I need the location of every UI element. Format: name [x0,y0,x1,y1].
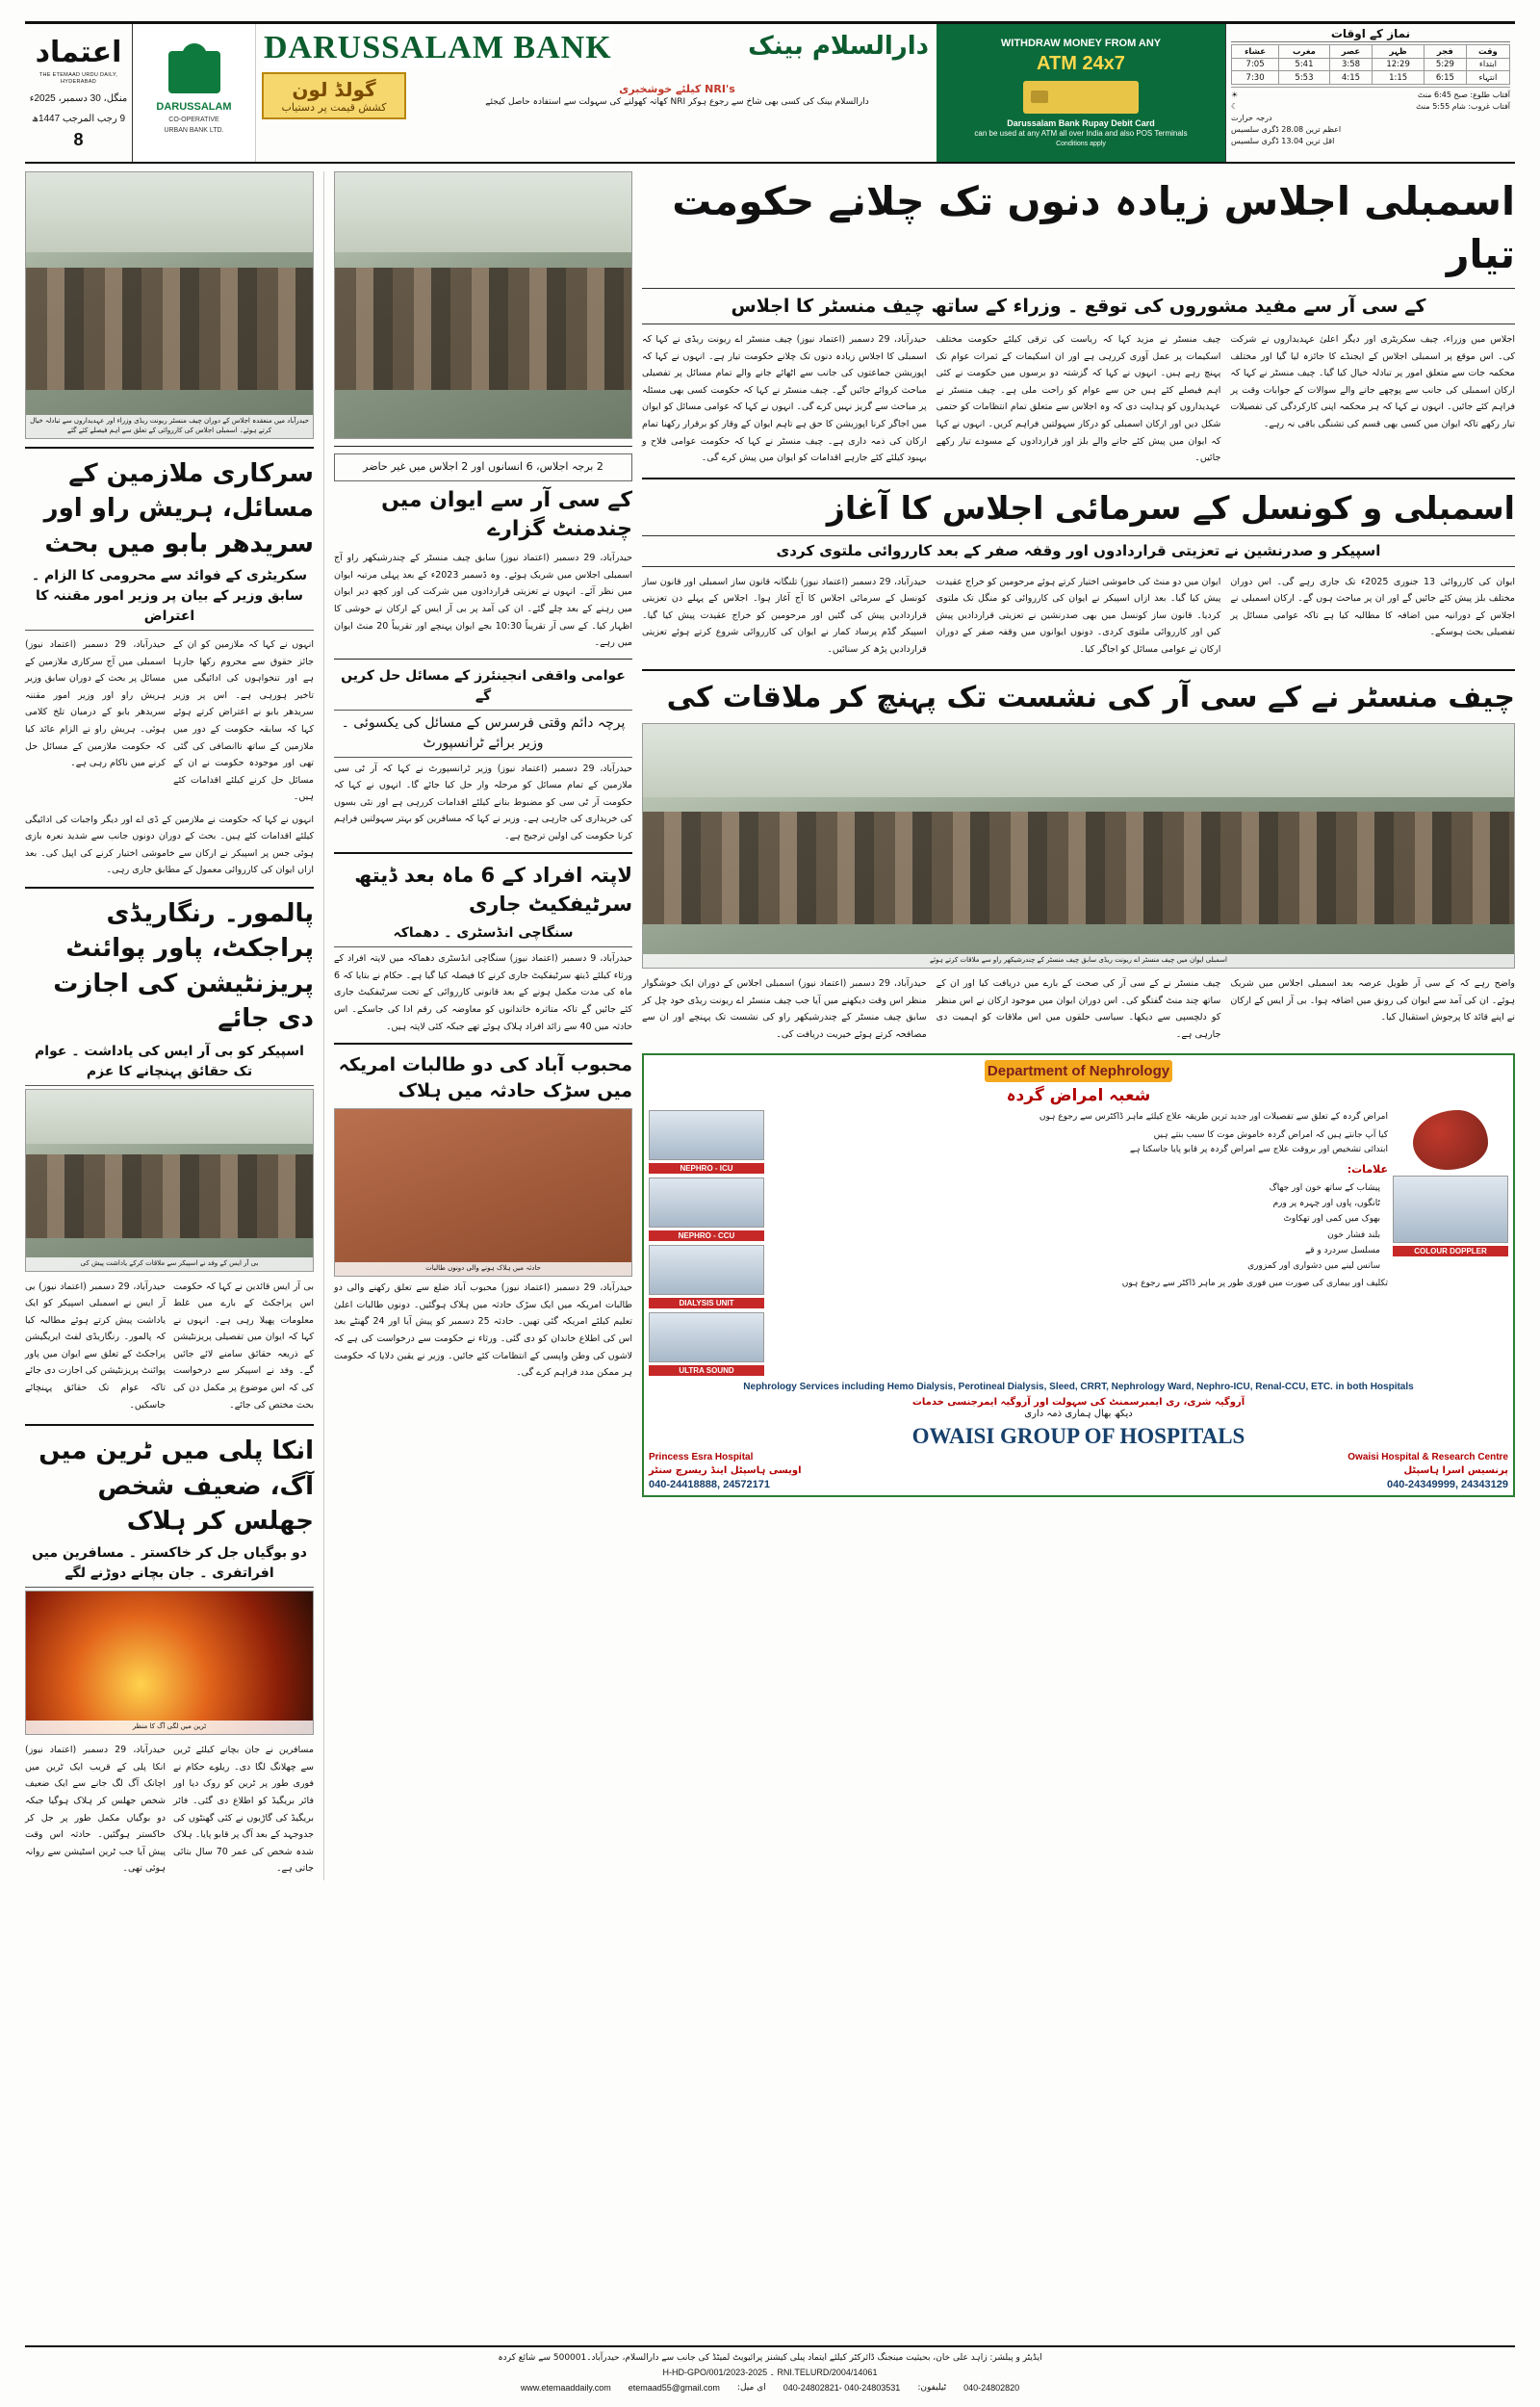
photo-people [26,268,313,390]
sun-icon: ☀ [1231,91,1239,99]
nephrology-services: Nephrology Services including Hemo Dialysis, Perotineal Dialysis, Sleed, CRRT, Nephrology Ward, Nephro-ICU, Renal-CCU, ETC. in both Hospitals [743,1382,1414,1393]
photo-background [335,172,631,252]
lead-photo-right [334,171,632,439]
divider [334,1043,632,1045]
prayer-times-box [1226,24,1515,162]
divider [334,446,632,447]
phone-princess-esra[interactable]: 040-24418888, 24572171 [649,1479,771,1491]
lead-subhead: کے سی آر سے مفید مشوروں کی توقع ۔ وزراء کے ساتھ چیف منسٹر کا اجلاس [642,288,1515,325]
council-col-2: ایوان میں دو منٹ کی خاموشی اختیار کرتے ہوئے مرحومین کو خراج عقیدت پیش کیا گیا۔ بعد ازاں اسپیکر نے ایوان کی کارروائی کو منگل تک ملتوی کردیا۔ قانون ساز کونسل میں بھی صدرنشین نے تعزیتی قراردادیں پیش کیں اور کارروائی ملتوی کردی۔ دونوں ایوانوں میں وقفہ صفر کے دوران ارکان نے عوامی مسائل کو اجاگر کیا۔ [936,576,1221,655]
cm-kcr-col-1: حیدرآباد، 29 دسمبر (اعتماد نیوز) اسمبلی اجلاس کے دوران ایک خوشگوار منظر اس وقت دیکھنے میں آیا جب چیف منسٹر اے ریونت ریڈی خود چل کر سابق چیف منسٹر کے چندرشیکھر راو کی نشست تک پہنچے اور ان سے مصافحہ کرتے ہوئے خیریت دریافت کی۔ [642,978,927,1040]
cell: 5:41 [1279,59,1330,71]
nephrology-dept-title-urdu: شعبہ امراض گردہ [1006,1086,1151,1106]
temp-min: اقل ترین 13.04 ڈگری سلسیس [1231,137,1335,145]
palamuru-col-2: بی آر ایس قائدین نے کہا کہ حکومت اس پراجکٹ کے بارے میں غلط معلومات پھیلا رہی ہے۔ انہوں نے کہا کہ ایوان میں تفصیلی پریزنٹیشن کے ذریعہ حقائق سامنے لائے جائیں گے۔ وفد نے اسپیکر سے درخواست کی کہ اس موضوع پر مکمل دن کی بحث مختص کی جائے۔ [173,1281,314,1411]
footer-phones[interactable]: 040-24802821- 040-24803531 [783,2382,901,2393]
colour-doppler-label: COLOUR DOPPLER [1393,1246,1508,1256]
table-row [1232,71,1510,85]
column-right [642,171,1515,1880]
divider [642,478,1515,479]
photo-background [26,172,313,252]
atm-conditions: Conditions apply [1056,141,1106,148]
mosque-dome-icon [168,51,220,93]
photo-caption: حادثہ میں ہلاک ہونے والی دونوں طالبات [335,1262,631,1276]
hospital-phone-numbers[interactable] [649,1479,1508,1490]
princess-esra-hospital: Princess Esra Hospital [649,1452,754,1463]
col-waqt: وقت [1466,45,1509,59]
col-zuhr: ظہر [1373,45,1424,59]
photo-caption: اسمبلی ایوان میں چیف منسٹر اے ریونت ریڈی سابق چیف منسٹر کے چندرشیکھر راو سے ملاقات کرتے ہوئے [643,954,1514,968]
nephrology-note: تکلیف اور بیماری کی صورت میں فوری طور پر ماہر ڈاکٹر سے رجوع ہوں [1121,1278,1388,1288]
cell: 3:58 [1329,59,1373,71]
footer-contact-row [25,2381,1515,2395]
photo-background [643,724,1514,797]
list-item: بلند فشار خون [1327,1229,1380,1240]
photo-people [335,268,631,390]
nri-headline: NRI's کیلئے خوشخبری [619,82,735,95]
employees-col-2: انہوں نے کہا کہ ملازمین کو ان کے جائز حقوق سے محروم رکھا جارہا ہے اور تنخواہوں کی ادائیگی میں تاخیر ہورہی ہے۔ اس پر وزیر سریدھر بابو نے اعتراض کرتے ہوئے کہا کہ سابقہ حکومت کے دور میں ملازمین کے ساتھ ناانصافی کی گئی تھی اور موجودہ حکومت نے ان کے مسائل حل کرنے کیلئے اقدامات کئے ہیں۔ [173,639,314,803]
nephrology-question: کیا آپ جانتے ہیں کہ امراض گردہ خاموش موت کا سبب بنتے ہیں [1153,1129,1388,1140]
column-left [25,171,314,1880]
list-item: سانس لینے میں دشواری اور کمزوری [1247,1261,1380,1272]
symptoms-list [769,1181,1380,1275]
nephro-icu-label: NEPHRO - ICU [649,1163,764,1174]
assembly-note-box [334,453,632,481]
divider [334,659,632,660]
cell: 7:05 [1232,59,1279,71]
page-footer [25,2345,1515,2395]
hospital-unit-thumbnails [649,1110,764,1376]
cm-kcr-photo [642,723,1515,969]
page-number: 8 [73,130,84,150]
photo-people [643,812,1514,923]
ultra-sound-image [649,1312,764,1362]
table-row [1232,59,1510,71]
transport-body: حیدرآباد، 29 دسمبر (اعتماد نیوز) وزیر ٹرانسپورٹ نے کہا کہ آر ٹی سی ملازمین کے تمام مسائل کو مرحلہ وار حل کیا جائے گا۔ انہوں نے کہا کہ حکومت آر ٹی سی کو مضبوط بنانے کیلئے اقدامات کررہی ہے اور نئی بسوں کی خریداری کی جارہی ہے۔ وزیر نے کہا کہ مسافرین کو بہتر سہولتیں فراہم کرنا حکومت کی اولین ترجیح ہے۔ [334,763,632,841]
palamuru-subhead: اسپیکر کو بی آر ایس کی یاداشت ۔ عوام تک حقائق پہنچانے کا عزم [25,1042,314,1086]
list-item: بھوک میں کمی اور تھکاوٹ [1283,1214,1380,1225]
col-fajr: فجر [1424,45,1466,59]
fire-col-2: مسافرین نے جان بچانے کیلئے ٹرین سے چھلانگ لگا دی۔ ریلوے حکام نے فوری طور پر ٹرین کو روک دیا اور فائر بریگیڈ کو اطلاع دی گئی۔ فائر بریگیڈ کی گاڑیوں نے کئی گھنٹوں کی جدوجہد کے بعد آگ پر قابو پایا۔ ہلاک شدہ شخص کی عمر 70 سال بتائی جاتی ہے۔ [173,1745,315,1875]
bank-advertisement [133,24,1226,162]
list-item: ٹانگوں، پاوں اور چہرہ پر ورم [1272,1199,1380,1209]
urdu-care-note: دیکھ بھال ہماری ذمہ داری [1024,1409,1133,1420]
sunrise-label: آفتاب طلوع: صبح 6:45 منٹ [1417,91,1510,99]
nephro-icu-image [649,1110,764,1160]
footer-email-label: ای میل: [736,2382,766,2393]
bank-coop-line1: DARUSSALAM [156,100,232,113]
sunset-label: آفتاب غروب: شام 5:55 منٹ [1416,102,1510,111]
cell: 12:29 [1373,59,1424,71]
hospital-advertisement [642,1053,1515,1497]
transport-subhead: پرچہ دائم وقتی فرسرس کے مسائل کی یکسوئی ۔ وزیر برائے ٹرانسپورٹ [334,713,632,758]
hospital-names-en [649,1452,1508,1462]
urdu-services: آروگیہ شری، ری ایمبرسمنٹ کی سہولت اور آروگیہ ایمرجنسی خدمات [911,1397,1245,1409]
assembly-meeting-body: حیدرآباد، 29 دسمبر (اعتماد نیوز) سابق چیف منسٹر کے چندرشیکھر راو آج اسمبلی اجلاس میں شریک ہوئے۔ وہ ڈسمبر 2023ء کے بعد پہلی مرتبہ ایوان میں نظر آئے۔ انہوں نے تعزیتی قراردادوں میں شرکت کی اور کچھ دیر ایوان میں رہنے کے بعد چلے گئے۔ ان کی آمد پر بی آر ایس کے ارکان نے خوشی کا اظہار کیا۔ کے سی آر تقریباً 10:30 بجے ایوان پہنچے اور تقریباً 20 منٹ ایوان میں رہے۔ [334,553,633,649]
cell: 1:15 [1373,71,1424,85]
fire-photo [25,1591,314,1735]
footer-imprint: ایڈیٹر و پبلشر: زاہد علی خان، بحیثیت مینجنگ ڈائرکٹر کیلئے ایتماد پبلی کیشنز پرائیویٹ لمیٹڈ کی جانب سے دارالسلام، حیدرآباد۔500001 سے شائع کردہ [498,2353,1042,2364]
lead-photo [25,171,314,439]
colour-doppler-image [1393,1176,1508,1243]
dialysis-unit-label: DIALYSIS UNIT [649,1298,764,1308]
masthead-logo [25,24,133,162]
logo-arabic-title: اعتماد [35,35,122,69]
nri-tagline: دارالسلام بینک کی کسی بھی شاخ سے رجوع ہوکر NRI کھاتہ کھولنے کی سہولت سے استفادہ حاصل کیجئے [485,96,869,107]
fire-headline: انکا پلی میں ٹرین میں آگ، ضعیف شخص جھلس کر ہلاک [38,1436,314,1536]
divider [25,1424,314,1426]
employees-col-1: حیدرآباد، 29 دسمبر (اعتماد نیوز) اسمبلی میں آج سرکاری ملازمین کے مسائل پر بحث کے دوران سابق وزیر ہریش راو اور وزیر امور مقننہ سریدھر بابو کے درمیان تلخ کلامی ہوئی۔ ہریش راو نے الزام عائد کیا کہ حکومت ملازمین کے مسائل حل کرنے میں ناکام رہی ہے۔ [25,639,167,769]
col-asr: عصر [1329,45,1373,59]
kidney-illustration-block [1393,1110,1508,1376]
column-divider [323,171,324,1880]
photo-people [26,1154,313,1237]
bank-name-urdu: دارالسلام بینک [748,32,929,61]
lead-col-2: چیف منسٹر نے مزید کہا کہ ریاست کی ترقی کیلئے حکومت مختلف اسکیمات پر عمل آوری کررہی ہے اور ان اسکیمات کے ثمرات عوام تک پہنچ رہے ہیں۔ انہوں نے کہا کہ گزشتہ دو برسوں میں حکومت نے کئی اہم فیصلے کئے ہیں جن سے عوام کو راحت ملی ہے۔ چیف منسٹر نے عہدیداروں کو ہدایت دی کہ وہ اجلاس سے متعلق تمام انتظامات کو حتمی شکل دیں اور ارکان اسمبلی کو درکار سہولتیں فراہم کریں۔ انہوں نے کہا کہ ایوان میں پیش کئے جانے والے بلز اور قراردادوں کے مسودے تیار رکھے جائیں۔ [936,334,1221,464]
nephro-ccu-image [649,1178,764,1228]
atm-big-text: ATM 24x7 [1037,53,1125,75]
gold-loan-title: گولڈ لون [292,78,376,101]
owaisi-hospital-research-urdu: اویسی ہاسپٹل اینڈ ریسرچ سنٹر [649,1465,802,1477]
photo-caption: بی آر ایس کے وفد نے اسپیکر سے ملاقات کرکے یاداشت پیش کی [26,1257,313,1271]
bank-ad-center [256,24,937,162]
lead-col-3: اجلاس میں وزراء، چیف سکریٹری اور دیگر اعلیٰ عہدیداروں نے شرکت کی۔ اس موقع پر اسمبلی اجلاس کے ایجنڈے کا جائزہ لیا گیا اور مختلف محکمہ جات سے متعلق امور پر تبادلہ خیال کیا گیا۔ چیف منسٹر نے کہا کہ ارکان اسمبلی کی جانب سے پوچھے جانے والے سوالات کے جوابات وقت پر فراہم کئے جائیں۔ انہوں نے کہا کہ ہر محکمہ اپنی کارکردگی کی تفصیلات تیار رکھے تاکہ ایوان میں کسی بھی قسم کی تشنگی باقی نہ رہے۔ [1230,334,1516,429]
accident-headline: محبوب آباد کی دو طالبات امریکہ میں سڑک حادثہ میں ہلاک [338,1054,632,1101]
temp-title: درجہ حرارت [1231,114,1272,122]
divider [334,852,632,854]
ultra-sound-label: ULTRA SOUND [649,1365,764,1376]
atm-title: WITHDRAW MONEY FROM ANY [1000,38,1162,50]
council-col-1: حیدرآباد، 29 دسمبر (اعتماد نیوز) تلنگانہ قانون ساز اسمبلی اور قانون ساز کونسل کے سرمائی اجلاس کا آج آغاز ہوا۔ اجلاس کے پہلے دن تعزیتی قراردادیں پیش کی گئیں اور مرحومین کو خراج عقیدت پیش کیا گیا۔ اسپیکر گڈم پرساد کمار نے ایوان کی کارروائی شروع کرتے ہوئے تعزیتی قراردادیں پڑھ کر سنائیں۔ [642,576,927,655]
gold-loan-box [262,72,406,119]
owaisi-hospital-research: Owaisi Hospital & Research Centre [1348,1452,1508,1463]
owaisi-group-name: OWAISI GROUP OF HOSPITALS [911,1424,1245,1449]
phone-owaisi-hospital[interactable]: 040-24349999, 24343129 [1386,1479,1508,1491]
cm-kcr-col-2: چیف منسٹر نے کے سی آر کی صحت کے بارے میں دریافت کیا اور ان کے ساتھ چند منٹ گفتگو کی۔ اس دوران ایوان میں موجود ارکان نے اس منظر کو دلچسپی سے دیکھا۔ سیاسی حلقوں میں اس ملاقات کو اہمیت دی جارہی ہے۔ [936,978,1221,1040]
divider [25,887,314,889]
nephrology-dept-title: Department of Nephrology [985,1060,1172,1082]
bank-coop-line3: URBAN BANK LTD. [164,127,224,135]
palamuru-col-1: حیدرآباد، 29 دسمبر (اعتماد نیوز) بی آر ایس نے اسمبلی اسپیکر کو ایک یاداشت پیش کرتے ہوئے مطالبہ کیا کہ پالمور۔ رنگاریڈی لفٹ ایریگیشن پراجکٹ کے تعلق سے ایوان میں پاور پوائنٹ پریزنٹیشن کی اجازت دی جائے تاکہ عوام تک حقائق پہنچائے جاسکیں۔ [24,1281,166,1411]
missing-body: حیدرآباد، 9 دسمبر (اعتماد نیوز) سنگاچی انڈسٹری دھماکہ میں لاپتہ افراد کے ورثاء کیلئے ڈیتھ سرٹیفکیٹ جاری کرنے کا فیصلہ کیا گیا ہے۔ حکام نے بتایا کہ 6 ماہ کی مدت مکمل ہونے کے بعد قانونی کارروائی کے تحت سرٹیفکیٹ جاری کئے جائیں گے تاکہ متاثرہ خاندانوں کو معاوضہ کی رقم ادا کی جاسکے۔ اس حادثہ میں 40 سے زائد افراد ہلاک ہوئے تھے جبکہ کئی لاپتہ ہیں۔ [334,953,632,1032]
row-label-end: انتہاء [1466,71,1509,85]
employees-headline: سرکاری ملازمین کے مسائل، ہریش راو اور سریدھر بابو میں بحث [43,459,314,558]
photo-caption: حیدرآباد میں منعقدہ اجلاس کے دوران چیف منسٹر ریونت ریڈی وزراء اور عہدیداروں سے تبادلہ خیال کرتے ہوئے۔ اسمبلی اجلاس کی کارروائی کے تعلق سے اہم فیصلے کئے گئے [26,415,313,438]
col-maghrib: مغرب [1279,45,1330,59]
masthead [25,21,1515,164]
page-content [25,171,1515,1880]
palamuru-photo [25,1089,314,1272]
nephrology-intro: امراض گردہ کے تعلق سے تفصیلات اور جدید ترین طریقہ علاج کیلئے ماہر ڈاکٹرس سے رجوع ہوں [1039,1112,1388,1123]
footer-tel-label: ٹیلیفون: [917,2382,947,2393]
lead-col-1: حیدرآباد، 29 دسمبر (اعتماد نیوز) چیف منسٹر اے ریونت ریڈی نے کہا کہ اسمبلی کا اجلاس زیادہ دنوں تک چلانے حکومت تیار ہے۔ انہوں نے کہا کہ اپوزیشن جماعتوں کی جانب سے اٹھائے جانے والے تمام مسائل پر تفصیلی مباحث کروائے جائیں گے۔ چیف منسٹر نے کہا کہ حکومت کسی بھی مسئلہ پر مباحث سے گریز نہیں کرے گی۔ انہوں نے کہا کہ عوامی مسائل کو ایوان میں اجاگر کرنا اپوزیشن کا حق ہے تاہم ایوان کے وقار کو برقرار رکھنا تمام ارکان کی ذمہ داری ہے۔ چیف منسٹر نے کہا کہ حکومت عوامی فلاح و بہبود کیلئے کئے جارہے اقدامات کو ایوان میں پیش کرے گی۔ [642,334,927,464]
transport-headline: عوامی واقفی انجینئرز کے مسائل حل کریں گے [334,666,632,711]
accident-photo [334,1108,632,1277]
prayer-times-title: نماز کے اوقات [1231,27,1510,42]
assembly-note-line1: 2 برجہ اجلاس، 6 انسانوں اور 2 اجلاس میں غیر حاضر [363,460,603,473]
gold-loan-sub: کشش قیمت پر دستیاب [281,101,387,114]
missing-subhead: سنگاچی انڈسٹری ۔ دھماکہ [334,923,632,947]
missing-headline: لاپتہ افراد کے 6 ماہ بعد ڈیتھ سرٹیفکیٹ جاری [354,864,632,916]
accident-body: حیدرآباد، 29 دسمبر (اعتماد نیوز) محبوب آباد ضلع سے تعلق رکھنے والی دو طالبات امریکہ میں ایک سڑک حادثہ میں ہلاک ہوگئیں۔ دونوں طالبات اعلیٰ تعلیم کیلئے امریکہ گئی تھیں۔ حادثہ 25 دسمبر کو پیش آیا اور 24 گھنٹے بعد اس کی اطلاع خاندان کو دی گئی۔ ورثاء نے حکومت سے درخواست کی ہے کہ لاشوں کی وطن واپسی کے انتظامات کئے جائیں۔ وزیر نے یقین دلایا کہ حکومت ہر ممکن مدد فراہم کرے گی۔ [334,1282,633,1379]
list-item: مسلسل سردرد و قے [1304,1246,1380,1256]
moon-icon: ☾ [1231,102,1239,111]
bank-name-english: DARUSSALAM BANK [264,24,612,68]
list-item: پیشاب کے ساتھ خون اور جھاگ [1269,1182,1380,1193]
footer-website[interactable]: www.etemaaddaily.com [520,2382,611,2393]
lead-headline: اسمبلی اجلاس زیادہ دنوں تک چلانے حکومت تیار [672,178,1515,278]
employees-col-3: انہوں نے کہا کہ حکومت نے ملازمین کے ڈی اے اور دیگر واجبات کی ادائیگی کیلئے اقدامات کئے ہیں۔ بحث کے دوران دونوں جانب سے شدید نعرہ بازی ہوئی جس پر اسپیکر نے ارکان سے خاموشی اختیار کرنے کی اپیل کی۔ بعد ازاں ایوان کی کارروائی معمول کے مطابق جاری رہی۔ [25,814,314,876]
bank-logo-block [133,24,256,162]
column-middle [334,171,632,1880]
symptoms-title: علامات: [1347,1163,1388,1177]
cm-kcr-headline: چیف منسٹر نے کے سی آر کی نشست تک پہنچ کر ملاقات کی [666,680,1515,714]
divider [25,447,314,449]
divider [642,669,1515,671]
employees-subhead: سکریٹری کے فوائد سے محرومی کا الزام ۔ سابق وزیر کے بیان پر وزیر امور مقننہ کا اعتراض [25,566,314,631]
nephro-ccu-label: NEPHRO - CCU [649,1230,764,1241]
princess-esra-hospital-urdu: پرنسیس اسرا ہاسپٹل [1403,1465,1508,1477]
council-col-3: ایوان کی کارروائی 13 جنوری 2025ء تک جاری رہے گی۔ اس دوران مختلف بلز پیش کئے جائیں گے اور ان پر مباحث ہوں گے۔ ارکان اسمبلی نے اجلاس کے دورانیہ میں اضافہ کا مطالبہ کیا ہے تاکہ عوامی مسائل پر تفصیلی بحث ہوسکے۔ [1230,576,1516,638]
photo-background [26,1090,313,1144]
masthead-hijri-date: 9 رجب المرجب 1447ھ [31,114,126,125]
atm-card-name: Darussalam Bank Rupay Debit Card [1007,118,1155,129]
hospital-ad-text [769,1110,1388,1376]
assembly-meeting-headline: کے سی آر سے ایوان میں چندمنٹ گزارے [381,487,632,542]
cell: 4:15 [1329,71,1373,85]
prayer-times-table [1231,44,1510,85]
sun-info [1231,87,1510,147]
council-subhead: اسپیکر و صدرنشین نے تعزیتی قراردادوں اور وقفہ صفر کے بعد کارروائی ملتوی کردی [642,535,1515,567]
kidney-icon [1413,1110,1488,1170]
cell: 7:30 [1232,71,1279,85]
masthead-date: منگل، 30 دسمبر، 2025ء [29,93,128,105]
cell: 5:53 [1279,71,1330,85]
cm-kcr-col-3: واضح رہے کہ کے سی آر طویل عرصہ بعد اسمبلی اجلاس میں شریک ہوئے۔ ان کی آمد سے ایوان کی رونق میں اضافہ ہوا۔ بی آر ایس کے ارکان نے اپنے قائد کا پرجوش استقبال کیا۔ [1230,978,1516,1023]
footer-email[interactable]: etemaad55@gmail.com [628,2382,720,2393]
table-header-row [1232,45,1510,59]
atm-promo-box [937,24,1225,162]
dialysis-unit-image [649,1245,764,1295]
temp-max: اعظم ترین 28.08 ڈگری سلسیس [1231,125,1342,134]
fire-subhead: دو بوگیاں جل کر خاکستر ۔ مسافرین میں افراتفری ۔ جان بچانے دوڑنے لگے [25,1543,314,1588]
bank-coop-line2: CO-OPERATIVE [168,116,219,123]
hospital-names-ur [649,1465,1508,1476]
cell: 6:15 [1424,71,1466,85]
footer-tel[interactable]: 040-24802820 [963,2382,1020,2393]
palamuru-headline: پالمور۔ رنگاریڈی پراجکٹ، پاور پوائنٹ پریزنٹیشن کی اجازت دی جائے [53,899,314,1034]
footer-registration: H-HD-GPO/001/2023-2025 ۔ RNI.TELURD/2004/14061 [662,2368,878,2378]
fire-col-1: حیدرآباد، 29 دسمبر (اعتماد نیوز) انکا پلی کے قریب ایک ٹرین میں اچانک آگ لگ جانے سے ایک ضعیف شخص جھلس کر ہلاک ہوگیا جبکہ دو بوگیاں مکمل طور پر جل کر خاکستر ہوگئیں۔ حادثہ اس وقت پیش آیا جب ٹرین اسٹیشن سے روانہ ہوئی تھی۔ [25,1745,167,1875]
photo-caption: ٹرین میں لگی آگ کا منظر [26,1721,313,1734]
debit-card-image [1023,81,1139,114]
atm-note: can be used at any ATM all over India and also POS Terminals [974,129,1188,139]
cell: 5:29 [1424,59,1466,71]
council-headline: اسمبلی و کونسل کے سرمائی اجلاس کا آغاز [826,488,1515,527]
hospital-ad-body [649,1110,1508,1376]
nephrology-question-2: ابتدائی تشخیص اور بروقت علاج سے امراض گردہ پر قابو پایا جاسکتا ہے [1129,1144,1388,1154]
logo-english-title: THE ETEMAAD URDU DAILY, HYDERABAD [38,71,118,85]
col-isha: عشاء [1232,45,1279,59]
row-label-start: ابتداء [1466,59,1509,71]
